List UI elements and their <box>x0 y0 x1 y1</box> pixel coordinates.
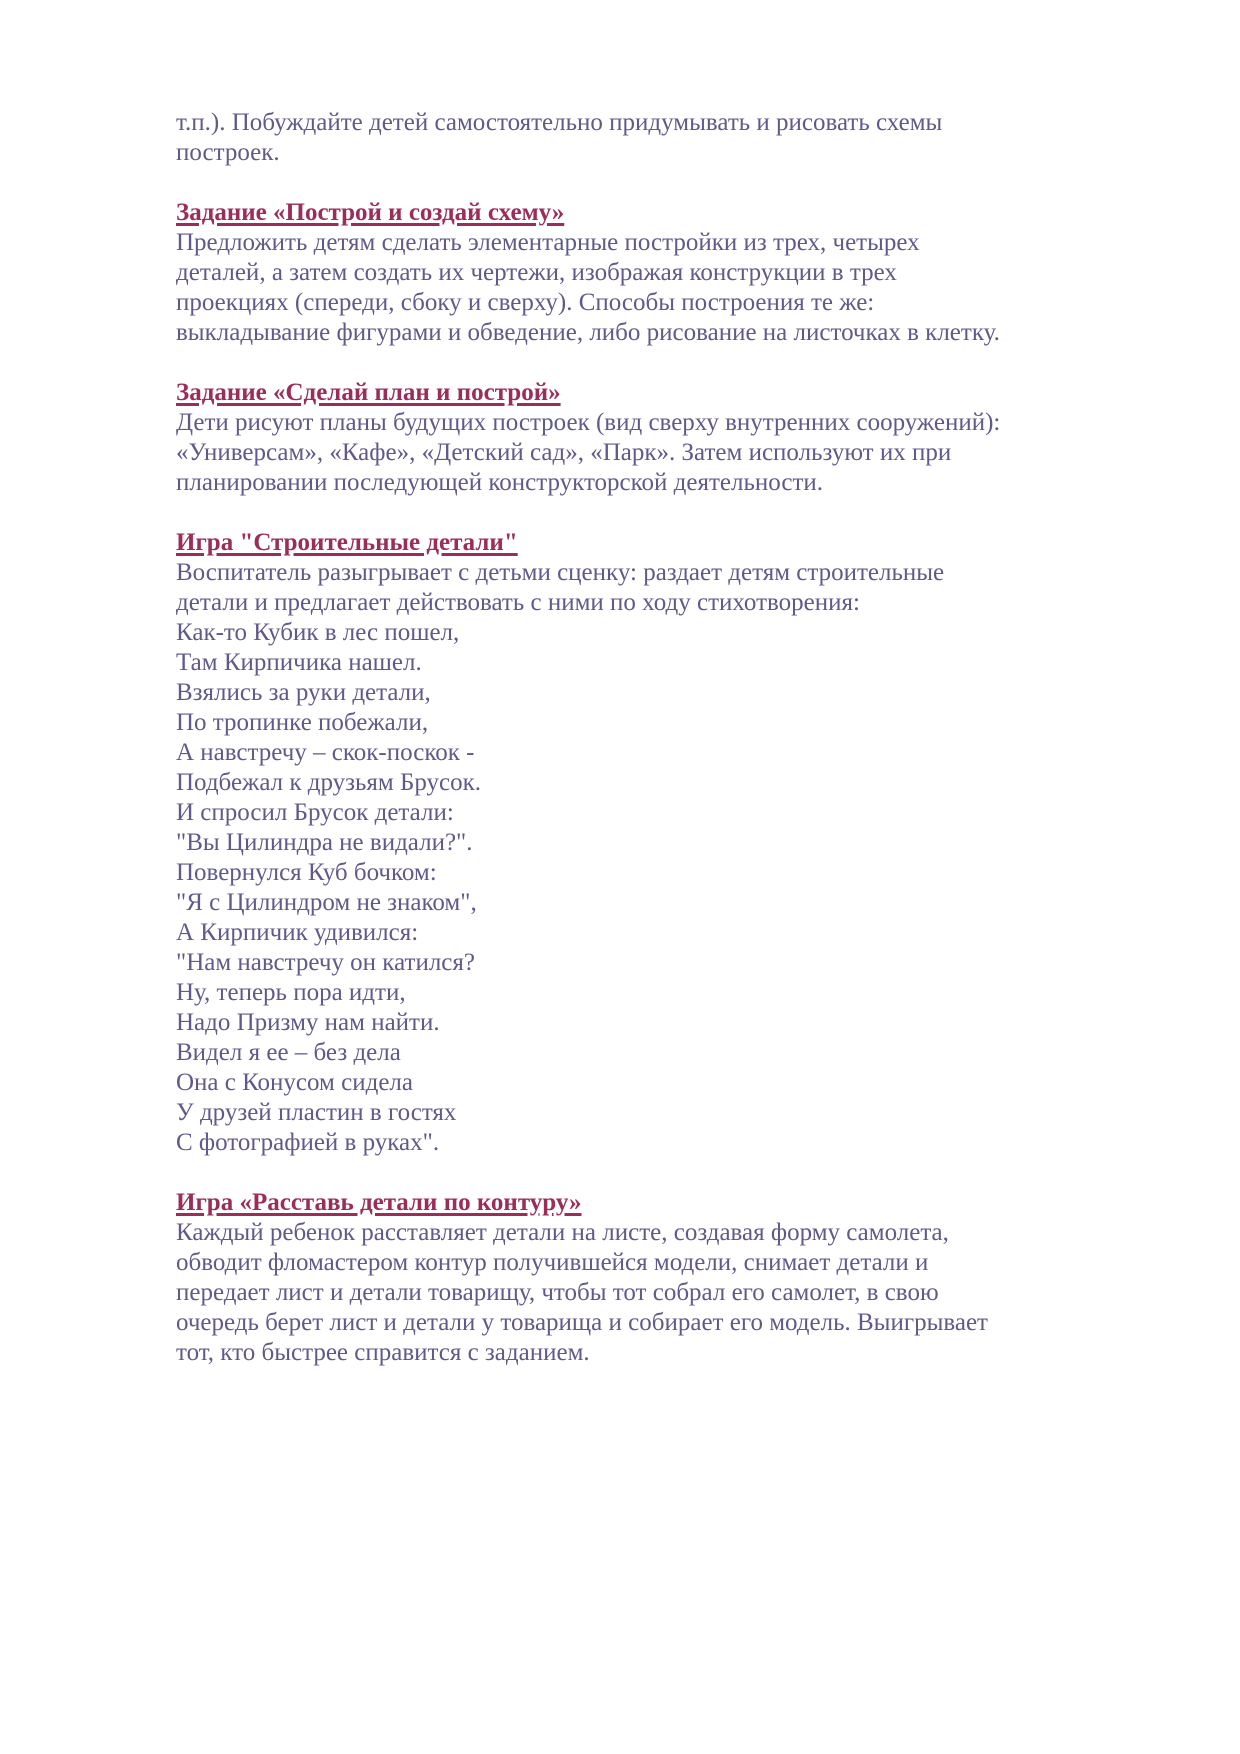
paragraph-line: Ну, теперь пора идти, <box>176 979 406 1006</box>
document-page <box>176 108 1176 1368</box>
paragraph-line: передает лист и детали товарищу, чтобы тот собрал его самолет, в свою <box>176 1279 939 1306</box>
section-heading: Задание «Построй и создай схему» <box>176 199 565 226</box>
paragraph-line: Воспитатель разыгрывает с детьми сценку: раздает детям строительные <box>176 559 945 586</box>
paragraph-line: С фотографией в руках". <box>176 1129 440 1156</box>
paragraph-line: детали и предлагает действовать с ними по ходу стихотворения: <box>176 589 860 616</box>
paragraph-line: Там Кирпичика нашел. <box>176 649 422 676</box>
paragraph-line: Подбежал к друзьям Брусок. <box>176 769 482 796</box>
section-heading: Задание «Сделай план и построй» <box>176 379 561 406</box>
paragraph-line: Она с Конусом сидела <box>176 1069 413 1096</box>
spacer <box>176 1158 1176 1188</box>
paragraph-line: Каждый ребенок расставляет детали на листе, создавая форму самолета, <box>176 1219 949 1246</box>
paragraph-line: Как-то Кубик в лес пошел, <box>176 619 460 646</box>
paragraph-line: Взялись за руки детали, <box>176 679 431 706</box>
paragraph-line: У друзей пластин в гостях <box>176 1099 457 1126</box>
paragraph-line: очередь берет лист и детали у товарища и собирает его модель. Выигрывает <box>176 1309 988 1336</box>
paragraph-line: "Нам навстречу он катился? <box>176 949 475 976</box>
paragraph-line: обводит фломастером контур получившейся модели, снимает детали и <box>176 1249 929 1276</box>
paragraph-line: А Кирпичик удивился: <box>176 919 419 946</box>
paragraph-line: т.п.). Побуждайте детей самостоятельно придумывать и рисовать схемы <box>176 109 943 136</box>
paragraph-line: "Вы Цилиндра не видали?". <box>176 829 473 856</box>
paragraph-line: И спросил Брусок детали: <box>176 799 454 826</box>
paragraph-line: выкладывание фигурами и обведение, либо рисование на листочках в клетку. <box>176 319 1000 346</box>
paragraph-line: проекциях (спереди, сбоку и сверху). Способы построения те же: <box>176 289 875 316</box>
paragraph-line: По тропинке побежали, <box>176 709 429 736</box>
paragraph-line: Видел я ее – без дела <box>176 1039 401 1066</box>
paragraph-line: «Универсам», «Кафе», «Детский сад», «Парк». Затем используют их при <box>176 439 952 466</box>
paragraph-line: Надо Призму нам найти. <box>176 1009 440 1036</box>
paragraph-line: построек. <box>176 139 280 166</box>
paragraph-line: Дети рисуют планы будущих построек (вид сверху внутренних сооружений): <box>176 409 1001 436</box>
paragraph-line: Повернулся Куб бочком: <box>176 859 437 886</box>
paragraph-line: Предложить детям сделать элементарные постройки из трех, четырех <box>176 229 920 256</box>
paragraph-line: "Я с Цилиндром не знаком", <box>176 889 477 916</box>
paragraph-line: планировании последующей конструкторской деятельности. <box>176 469 824 496</box>
spacer <box>176 498 1176 528</box>
section-heading: Игра «Расставь детали по контуру» <box>176 1189 582 1216</box>
paragraph-line: деталей, а затем создать их чертежи, изображая конструкции в трех <box>176 259 897 286</box>
paragraph-line: А навстречу – скок-поскок - <box>176 739 475 766</box>
paragraph-line: тот, кто быстрее справится с заданием. <box>176 1339 590 1366</box>
section-heading: Игра "Строительные детали" <box>176 529 518 556</box>
spacer <box>176 348 1176 378</box>
spacer <box>176 168 1176 198</box>
